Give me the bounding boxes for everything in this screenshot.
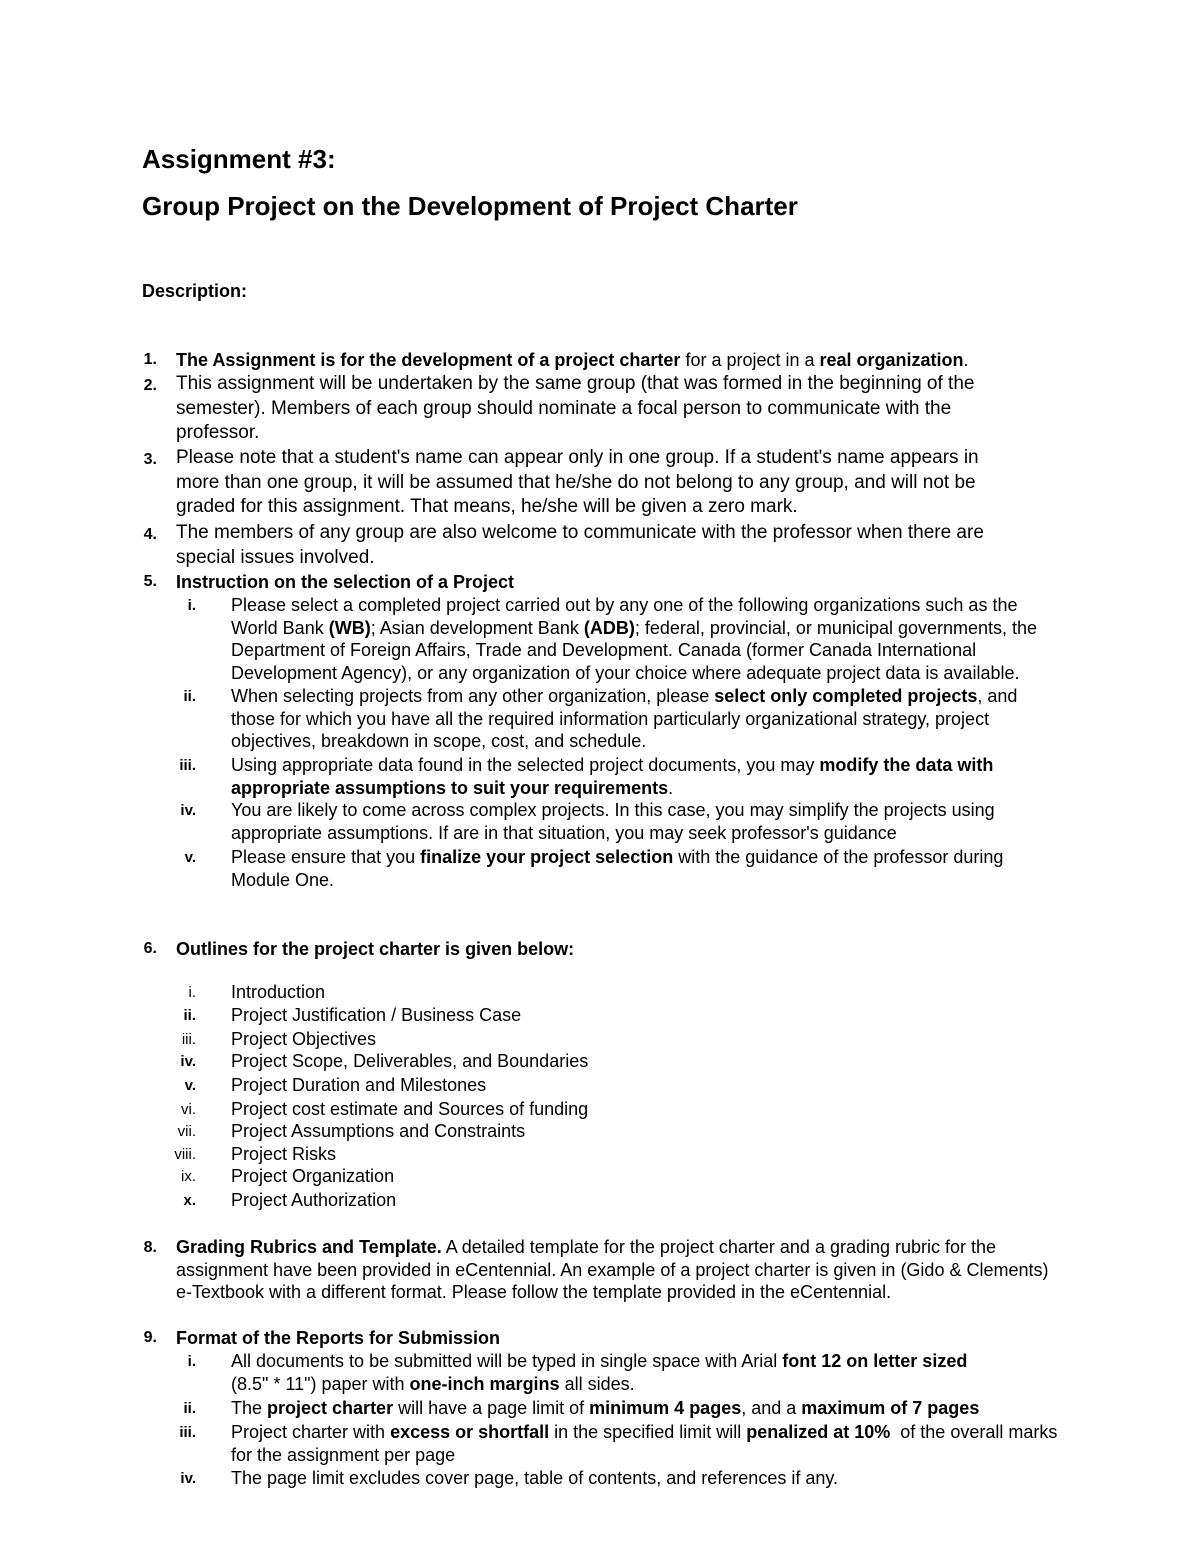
text-span: of the overall marks <box>890 1422 1058 1442</box>
text-line: appropriate assumptions. If are in that situation, you may seek professor's guidance <box>231 822 897 843</box>
text-line: Development Agency), or any organization of your choice where adequate project data is available. <box>231 663 1020 684</box>
text-span: Using appropriate data found in the selected project documents, you may <box>231 755 820 775</box>
text-line: The members of any group are also welcome to communicate with the professor when there are <box>176 522 984 543</box>
sub-item-number: ii. <box>183 1400 196 1417</box>
text-line <box>231 777 993 800</box>
sub-item-number: iii. <box>179 757 196 774</box>
text-line <box>231 1373 967 1396</box>
text-line: You are likely to come across complex projects. In this case, you may simplify the projects using <box>231 800 995 820</box>
text-span: in the specified limit will <box>549 1422 747 1442</box>
item-heading: Instruction on the selection of a Project <box>176 572 515 592</box>
text-span: Project charter with <box>231 1422 391 1442</box>
bold-text: font 12 on letter sized <box>782 1351 968 1371</box>
sub-item-number: v. <box>184 849 196 866</box>
bold-text: project charter <box>267 1398 394 1418</box>
sub-item-number: iv. <box>180 802 196 819</box>
text-line: Please select a completed project carried out by any one of the following organizations such as the <box>231 595 1018 615</box>
assignment-number-heading: Assignment #3: <box>142 144 336 174</box>
outline-number: ix. <box>181 1168 196 1185</box>
text-line: professor. <box>176 422 260 443</box>
text-line: assignment have been provided in eCentennial. An example of a project charter is given in (Gido & Clements) <box>176 1259 1049 1280</box>
text-span: all sides. <box>559 1373 635 1394</box>
sub-item-text <box>231 685 1017 753</box>
outline-entry: Project Risks <box>231 1144 337 1164</box>
sub-item-text <box>231 1467 838 1490</box>
text-line <box>231 617 1037 640</box>
text-span: for a project in a <box>680 350 820 370</box>
text-line: The page limit excludes cover page, table of contents, and references if any. <box>231 1468 839 1488</box>
item-number: 2. <box>143 377 157 394</box>
outline-number: vii. <box>177 1123 196 1140</box>
item-number: 1. <box>143 351 157 368</box>
bold-text: (ADB) <box>583 617 635 638</box>
item-number: 3. <box>143 451 157 468</box>
text-line: more than one group, it will be assumed that he/she do not belong to any group, and will not be <box>176 471 976 493</box>
bold-text: penalized at 10% <box>746 1422 891 1442</box>
sub-item-text <box>231 594 1037 685</box>
item-number: 5. <box>143 573 157 590</box>
outline-number: i. <box>188 984 196 1001</box>
text-line: graded for this assignment. That means, he/she will be given a zero mark. <box>176 496 798 517</box>
text-span: ; Asian development Bank <box>370 617 584 638</box>
outline-entry: Project Organization <box>231 1166 395 1186</box>
text-line <box>231 846 1003 869</box>
bold-text: one-inch margins <box>409 1373 560 1394</box>
text-line <box>231 1350 967 1373</box>
item-text <box>176 521 984 570</box>
outline-entry: Project Justification / Business Case <box>231 1005 522 1025</box>
outline-number: iii. <box>181 1031 196 1048</box>
text-line: e-Textbook with a different format. Please follow the template provided in the eCentennial. <box>176 1282 892 1303</box>
text-line <box>231 1421 1057 1444</box>
sub-item-number: ii. <box>183 688 196 705</box>
bold-text: appropriate assumptions to suit your requirements <box>231 777 669 798</box>
outline-entry: Project Scope, Deliverables, and Boundaries <box>231 1051 589 1071</box>
outline-entry: Project Assumptions and Constraints <box>231 1121 526 1141</box>
sub-item-number: i. <box>187 1353 196 1370</box>
outline-entry: Project Authorization <box>231 1190 397 1210</box>
item-heading: Format of the Reports for Submission <box>176 1328 501 1348</box>
bold-text: real organization <box>819 350 964 370</box>
sub-item-number: iv. <box>180 1470 196 1487</box>
bold-text: select only completed projects <box>714 686 978 706</box>
outline-entry: Introduction <box>231 982 326 1002</box>
text-span: , and <box>977 686 1018 706</box>
text-span: . <box>668 777 674 798</box>
description-label: Description: <box>142 281 248 301</box>
text-span: All documents to be submitted will be typed in single space with Arial <box>231 1351 783 1371</box>
text-line <box>231 1397 979 1420</box>
text-line: those for which you have all the required information particularly organizational strategy, project <box>231 708 990 729</box>
sub-item-number: iii. <box>179 1424 196 1441</box>
text-line: Module One. <box>231 869 335 890</box>
text-line: Department of Foreign Affairs, Trade and Development. Canada (former Canada International <box>231 640 977 661</box>
sub-item-text <box>231 754 993 799</box>
outline-entry: Project cost estimate and Sources of funding <box>231 1099 589 1119</box>
outline-entry: Project Objectives <box>231 1029 377 1049</box>
text-span: , and a <box>741 1398 802 1418</box>
outline-number: v. <box>184 1077 196 1094</box>
bold-text: (WB) <box>328 617 371 638</box>
text-line <box>231 685 1017 708</box>
item-number: 4. <box>143 526 157 543</box>
text-span: When selecting projects from any other organization, please <box>231 686 715 706</box>
bold-text: finalize your project selection <box>420 847 674 867</box>
text-span: ; federal, provincial, or municipal governments, the <box>634 617 1038 638</box>
bold-text: modify the data with <box>819 755 994 775</box>
sub-item-text <box>231 799 995 844</box>
text-line: objectives, breakdown in scope, cost, and schedule. <box>231 731 647 752</box>
outline-entry: Project Duration and Milestones <box>231 1075 487 1095</box>
text-span: A detailed template for the project charter and a grading rubric for the <box>441 1237 997 1257</box>
item-number: 6. <box>143 940 157 957</box>
sub-item-text <box>231 1397 979 1420</box>
outline-number: viii. <box>174 1146 196 1163</box>
outline-number: ii. <box>183 1007 196 1024</box>
item-text <box>176 348 969 373</box>
bold-text: Grading Rubrics and Template. <box>176 1237 442 1257</box>
item-text <box>176 446 979 520</box>
item-heading: Outlines for the project charter is given below: <box>176 939 575 959</box>
text-span: with the guidance of the professor during <box>673 847 1004 867</box>
sub-item-text <box>231 846 1003 891</box>
text-line <box>231 754 993 777</box>
text-span: . <box>963 350 969 370</box>
outline-number: iv. <box>180 1053 196 1070</box>
text-line: special issues involved. <box>176 546 375 568</box>
sub-item-text <box>231 1350 967 1395</box>
sub-item-number: i. <box>187 597 196 614</box>
text-line: semester). Members of each group should nominate a focal person to communicate with the <box>176 397 952 419</box>
text-span: will have a page limit of <box>393 1398 590 1418</box>
text-line: This assignment will be undertaken by the same group (that was formed in the beginning of the <box>176 373 975 394</box>
text-span: (8.5" * 11") paper with <box>231 1373 410 1394</box>
text-span: The <box>231 1398 268 1418</box>
text-line <box>176 1236 1130 1259</box>
text-span: World Bank <box>231 617 329 638</box>
item-number: 8. <box>143 1239 157 1256</box>
item-number: 9. <box>143 1329 157 1346</box>
text-line: for the assignment per page <box>231 1444 456 1465</box>
sub-item-text <box>231 1421 1057 1466</box>
bold-text: maximum of 7 pages <box>801 1398 980 1418</box>
outline-number: x. <box>183 1192 196 1209</box>
item-text <box>176 1236 1130 1304</box>
text-line: Please note that a student's name can appear only in one group. If a student's name appears in <box>176 447 979 468</box>
outline-number: vi. <box>181 1101 196 1118</box>
item-text <box>176 372 974 446</box>
document-title: Group Project on the Development of Project Charter <box>142 191 798 221</box>
bold-text: excess or shortfall <box>390 1422 550 1442</box>
bold-text: The Assignment is for the development of a project charter <box>176 350 681 370</box>
bold-text: minimum 4 pages <box>589 1398 742 1418</box>
text-span: Please ensure that you <box>231 847 421 867</box>
